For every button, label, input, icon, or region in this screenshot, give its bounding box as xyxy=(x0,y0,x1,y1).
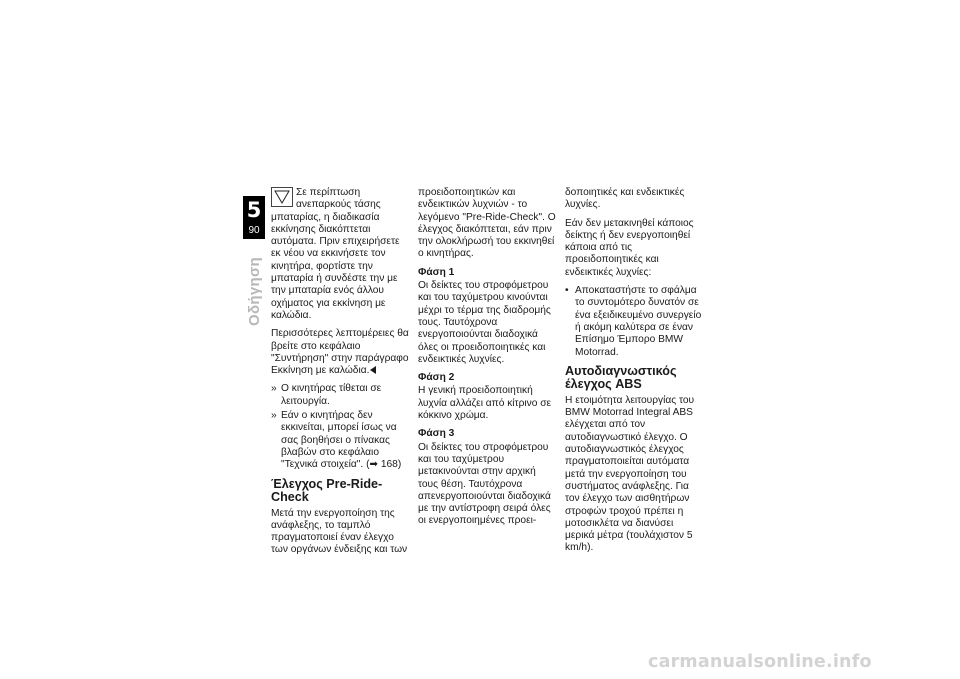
section-heading-abs: Αυτοδιαγνωστικός έλεγχος ABS xyxy=(565,363,677,392)
end-of-section-icon xyxy=(370,366,376,374)
column-2 xyxy=(418,187,558,534)
abs-paragraph: Η ετοιμότητα λειτουργίας του BMW Motorrad Integral ABS ελέγχεται από τον αυτοδιαγνωστικό έλεγχο. Ο αυτοδιαγνωστικός έλεγχος πραγματοποιείται αυτόματα μετά την ενεργοποίηση του συστήματος ανάφλεξης. Για τον έλεγχο των αισθητήρων στροφών τροχού πρέπει η μοτοσικλέτα να διανύσει μερικά μέτρα (τουλάχιστον 5 km/h). xyxy=(565,394,695,554)
warning-text: Σε περίπτωση ανεπαρκούς τάσης μπαταρίας, η διαδικασία εκκίνησης διακόπτεται αυτόματα. Πριν επιχειρήσετε εκ νέου να εκκινήσετε τον κινητήρα, φορτίστε την μπαταρία ή συνδέστε την με την μπαταρία ενός άλλου οχήματος για εκκίνηση με καλώδια. xyxy=(271,187,400,321)
precheck-continued: προειδοποιητικών και ενδεικτικών λυχνιών - το λεγόμενο "Pre-Ride-Check". Ο έλεγχος διακόπτεται, εάν πριν την ολοκλήρωσή του εκκινηθεί ο κινητήρας. xyxy=(418,187,556,260)
bullet-marker: » xyxy=(271,410,277,422)
warning-paragraph xyxy=(271,187,411,322)
column-1 xyxy=(271,187,411,563)
precheck-paragraph: Μετά την ενεργοποίηση της ανάφλεξης, το ταμπλό πραγματοποιεί έναν έλεγχο των οργάνων ένδειξης και των xyxy=(271,507,408,556)
result-list xyxy=(271,383,411,471)
bullet-marker: • xyxy=(565,285,569,297)
bullet-marker: » xyxy=(271,383,277,395)
list-item-text: Ο κινητήρας τίθεται σε λειτουργία. xyxy=(281,383,382,407)
list-item xyxy=(271,410,411,471)
phase-2-heading: Φάση 2 xyxy=(418,372,455,384)
chapter-number: 5 xyxy=(246,198,262,222)
fault-paragraph: Εάν δεν μετακινηθεί κάποιος δείκτης ή δεν ενεργοποιηθεί κάποια από τις προειδοποιητικές και ενδεικτικές λυχνίες: xyxy=(565,217,694,278)
list-item xyxy=(565,285,705,359)
chapter-label xyxy=(232,246,276,336)
phase-1-text: Οι δείκτες του στροφόμετρου και του ταχύμετρου κινούνται μέχρι το τέρμα της διαδρομής τους. Ταυτόχρονα ενεργοποιούνται διαδοχικά όλες οι προειδοποιητικές και ενδεικτικές λυχνίες. xyxy=(418,280,551,365)
phase-1-heading: Φάση 1 xyxy=(418,266,455,278)
list-item-text: Εάν ο κινητήρας δεν εκκινείται, μπορεί ίσως να σας βοηθήσει ο πίνακας βλαβών στο κεφάλαιο "Τεχνικά στοιχεία". (➡ 168) xyxy=(281,410,402,471)
page-number: 90 xyxy=(243,224,265,238)
phase-2-text: Η γενική προειδοποιητική λυχνία αλλάζει από κίτρινο σε κόκκινο χρώμα. xyxy=(418,385,552,422)
column-3 xyxy=(565,187,705,561)
site-watermark: carmanualsonline.info xyxy=(648,652,872,672)
chapter-label-text: Οδήγηση xyxy=(245,256,263,326)
phase-3-text: Οι δείκτες του στροφόμετρου και του ταχύμετρου μετακινούνται στην αρχική τους θέση. Ταυτόχρονα απενεργοποιούνται διαδοχικά με την αντίστροφη σειρά όλες οι ενεργοποιημένες προει- xyxy=(418,441,551,527)
details-paragraph xyxy=(271,328,411,377)
warning-triangle-icon xyxy=(271,187,293,207)
list-item xyxy=(271,383,411,408)
list-item-text: Αποκαταστήστε το σφάλμα το συντομότερο δυνατόν σε ένα εξειδικευμένο συνεργείο ή ακόμη καλύτερα σε έναν Επίσημο Έμπορο BMW Motorrad. xyxy=(575,285,702,358)
phase-3-continued: δοποιητικές και ενδεικτικές λυχνίες. xyxy=(565,187,685,211)
fault-action-list xyxy=(565,285,705,359)
details-text: Περισσότερες λεπτομέρειες θα βρείτε στο κεφάλαιο "Συντήρηση" στην παράγραφο Εκκίνηση με καλώδια. xyxy=(271,328,409,377)
phase-3-heading: Φάση 3 xyxy=(418,428,455,440)
section-heading-precheck: Έλεγχος Pre-Ride-Check xyxy=(271,476,383,505)
